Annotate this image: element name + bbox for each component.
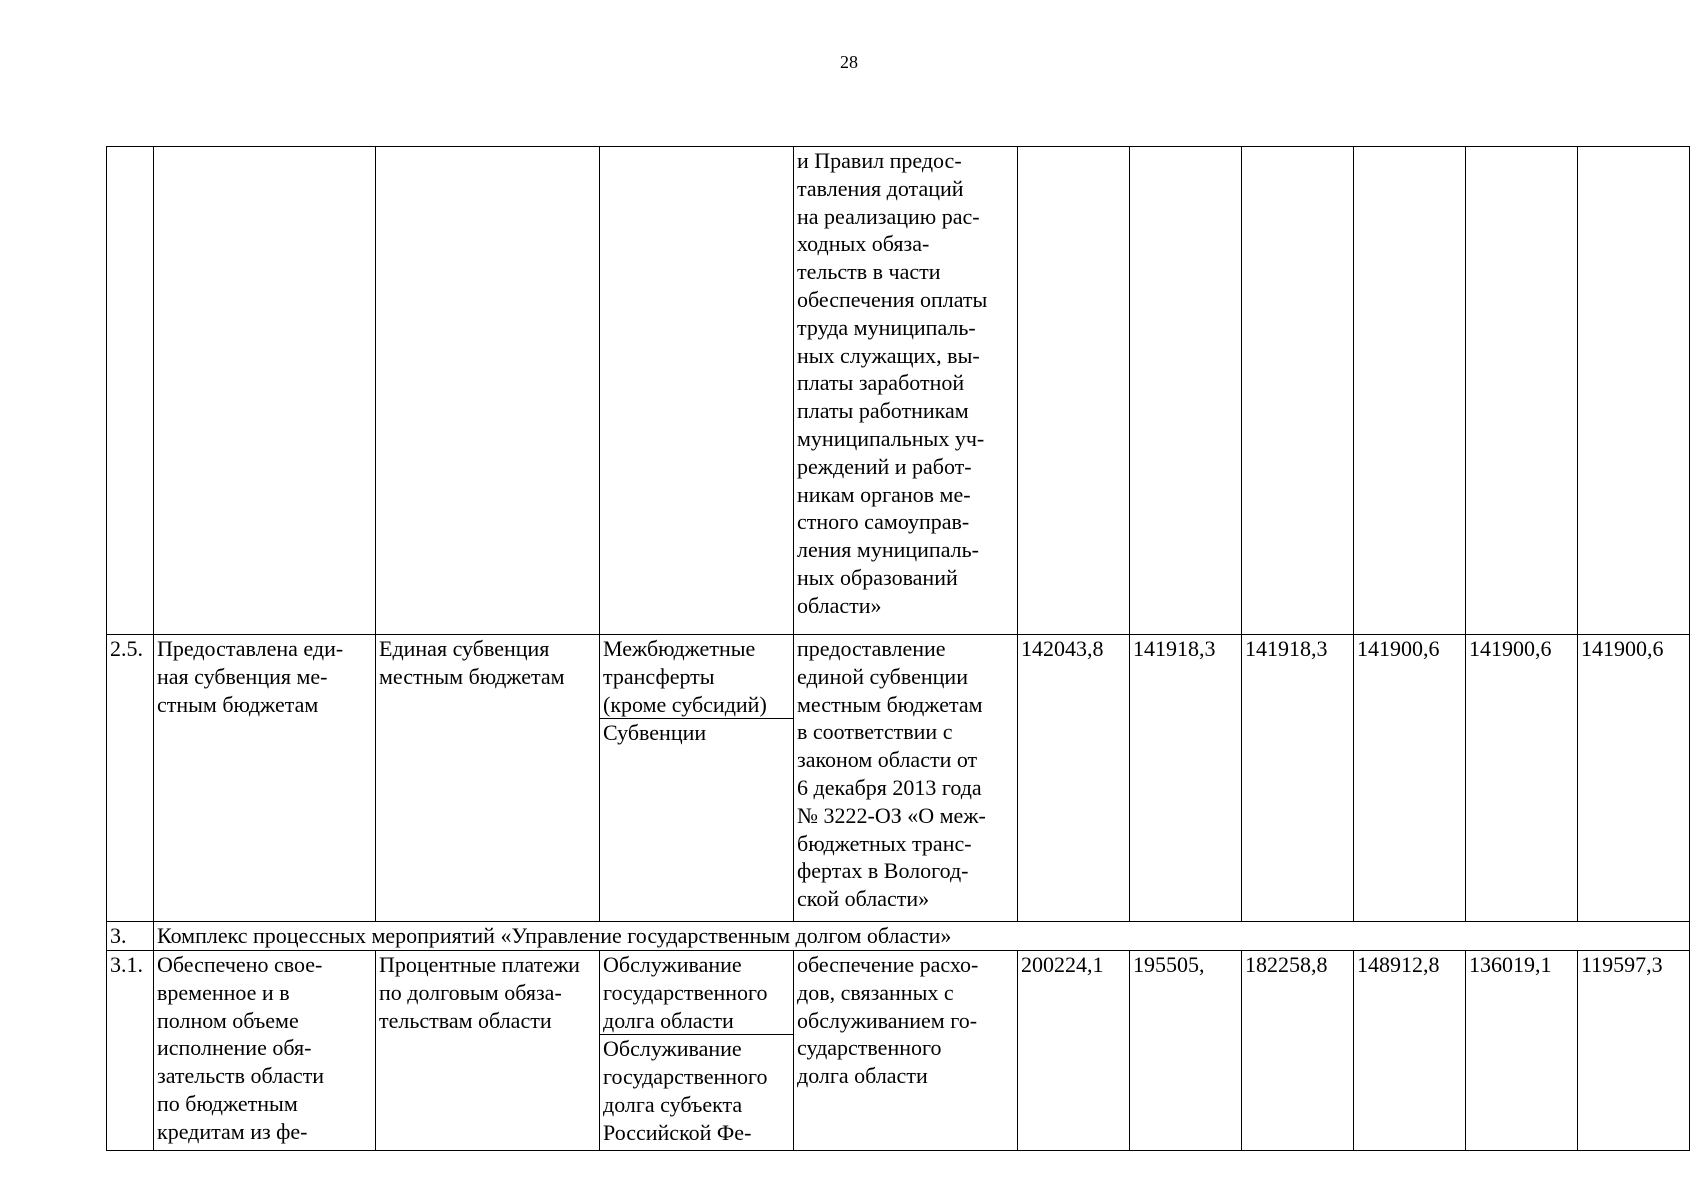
text-line: местным бюджетам xyxy=(797,691,983,717)
cell-measure xyxy=(376,951,600,1151)
text-line: бюджетных транс- xyxy=(797,830,972,856)
text-line: платы заработной xyxy=(797,370,965,396)
text-line: исполнение обя- xyxy=(157,1035,312,1061)
text-line: ных служащих, вы- xyxy=(797,342,980,368)
table-row-section-3 xyxy=(107,922,1690,951)
cell-result xyxy=(154,147,376,635)
cell-result xyxy=(154,951,376,1151)
cell-value: 119597,3 xyxy=(1578,951,1690,1151)
text-line: муниципальных уч- xyxy=(797,425,985,451)
text-line: трансферты xyxy=(603,663,715,689)
text-line: Процентные платежи xyxy=(379,952,580,977)
cell-direction xyxy=(794,951,1018,1151)
cell-measure xyxy=(376,147,600,635)
text-line: обеспечение расхо- xyxy=(797,952,979,977)
text-line: и Правил предос- xyxy=(797,148,962,173)
text-line: государственного xyxy=(603,1064,768,1090)
cell-result xyxy=(154,635,376,922)
cell-direction xyxy=(794,147,1018,635)
cell-num xyxy=(107,147,154,635)
cell-value: 182258,8 xyxy=(1242,951,1354,1151)
text-line: обслуживанием го- xyxy=(797,1007,978,1033)
type-subcell-top xyxy=(600,951,793,1035)
text-line: обеспечения оплаты xyxy=(797,286,988,312)
text-line: Обеспечено свое- xyxy=(157,952,323,977)
section-title xyxy=(154,922,1690,951)
text-line: единой субвенции xyxy=(797,663,968,689)
text-line: № 3222-ОЗ «О меж- xyxy=(797,802,986,828)
cell-value: 141900,6 xyxy=(1354,635,1466,922)
text-line: местным бюджетам xyxy=(379,663,565,689)
text-line: ления муниципаль- xyxy=(797,537,979,563)
text-line: (кроме субсидий) xyxy=(603,691,767,717)
text-line: стного самоуправ- xyxy=(797,509,970,535)
table-row-continuation xyxy=(107,147,1690,635)
text-line: реждений и работ- xyxy=(797,453,972,479)
cell-value: 136019,1 xyxy=(1466,951,1578,1151)
text-line: тавления дотаций xyxy=(797,175,964,201)
text-line: долга области xyxy=(797,1063,928,1089)
text-line: сударственного xyxy=(797,1035,942,1061)
cell-value: 200224,1 xyxy=(1018,951,1130,1151)
cell-value: 148912,8 xyxy=(1354,951,1466,1151)
text-line: зательств области xyxy=(157,1063,325,1089)
text-line: фертах в Вологод- xyxy=(797,858,969,884)
program-table xyxy=(106,146,1690,1151)
text-line: Обслуживание xyxy=(603,952,742,977)
text-line: законом области от xyxy=(797,747,978,773)
text-line: 6 декабря 2013 года xyxy=(797,774,982,800)
text-line: тельств в части xyxy=(797,259,941,285)
cell-value: 141900,6 xyxy=(1466,635,1578,922)
cell-value: 141900,6 xyxy=(1578,635,1690,922)
cell-value: 142043,8 xyxy=(1018,635,1130,922)
type-subcell-top xyxy=(600,635,793,719)
type-subcell-bottom xyxy=(603,719,791,747)
text-line: государственного xyxy=(603,979,768,1005)
table-row-3-1 xyxy=(107,951,1690,1151)
text-line: стным бюджетам xyxy=(157,691,319,717)
cell-value xyxy=(1466,147,1578,635)
cell-num: 2.5. xyxy=(107,635,154,922)
text-line: по долговым обяза- xyxy=(379,979,562,1005)
text-line: Межбюджетные xyxy=(603,636,756,661)
text-line: долга субъекта xyxy=(603,1091,743,1117)
cell-direction xyxy=(794,635,1018,922)
cell-value xyxy=(1354,147,1466,635)
text-line: предоставление xyxy=(797,636,946,661)
text-line: ходных обяза- xyxy=(797,231,930,257)
text-line: тельствам области xyxy=(379,1007,552,1033)
cell-value xyxy=(1018,147,1130,635)
text-line: Предоставлена еди- xyxy=(157,636,344,661)
cell-value xyxy=(1578,147,1690,635)
text-line: труда муниципаль- xyxy=(797,314,976,340)
text-line: Единая субвенция xyxy=(379,636,550,661)
text-line: области» xyxy=(797,592,882,618)
text-line: ная субвенция ме- xyxy=(157,663,328,689)
table-row-2-5 xyxy=(107,635,1690,922)
cell-measure xyxy=(376,635,600,922)
cell-num: 3. xyxy=(107,922,154,951)
cell-value: 141918,3 xyxy=(1130,635,1242,922)
text-line: Российской Фе- xyxy=(603,1119,752,1145)
section-title-text: Комплекс процессных мероприятий «Управление государственным долгом области» xyxy=(157,923,952,948)
cell-value xyxy=(1242,147,1354,635)
type-subcell-bottom xyxy=(603,1035,791,1146)
text-line: дов, связанных с xyxy=(797,979,954,1005)
text-line: ных образований xyxy=(797,564,958,590)
text-line: никам органов ме- xyxy=(797,481,971,507)
page-number: 28 xyxy=(840,52,858,72)
cell-value: 141918,3 xyxy=(1242,635,1354,922)
cell-value: 195505, xyxy=(1130,951,1242,1151)
text-line: в соответствии с xyxy=(797,719,953,745)
text-line: платы работникам xyxy=(797,398,969,424)
cell-type xyxy=(600,635,794,922)
text-line: полном объеме xyxy=(157,1007,299,1033)
text-line: Субвенции xyxy=(603,720,707,746)
text-line: по бюджетным xyxy=(157,1090,298,1116)
text-line: временное и в xyxy=(157,979,290,1005)
text-line: на реализацию рас- xyxy=(797,203,980,229)
cell-type xyxy=(600,147,794,635)
text-line: ской области» xyxy=(797,886,930,912)
cell-type xyxy=(600,951,794,1151)
text-line: долга области xyxy=(603,1007,734,1033)
text-line: кредитам из фе- xyxy=(157,1118,308,1144)
text-line: Обслуживание xyxy=(603,1036,742,1062)
cell-num: 3.1. xyxy=(107,951,154,1151)
cell-value xyxy=(1130,147,1242,635)
